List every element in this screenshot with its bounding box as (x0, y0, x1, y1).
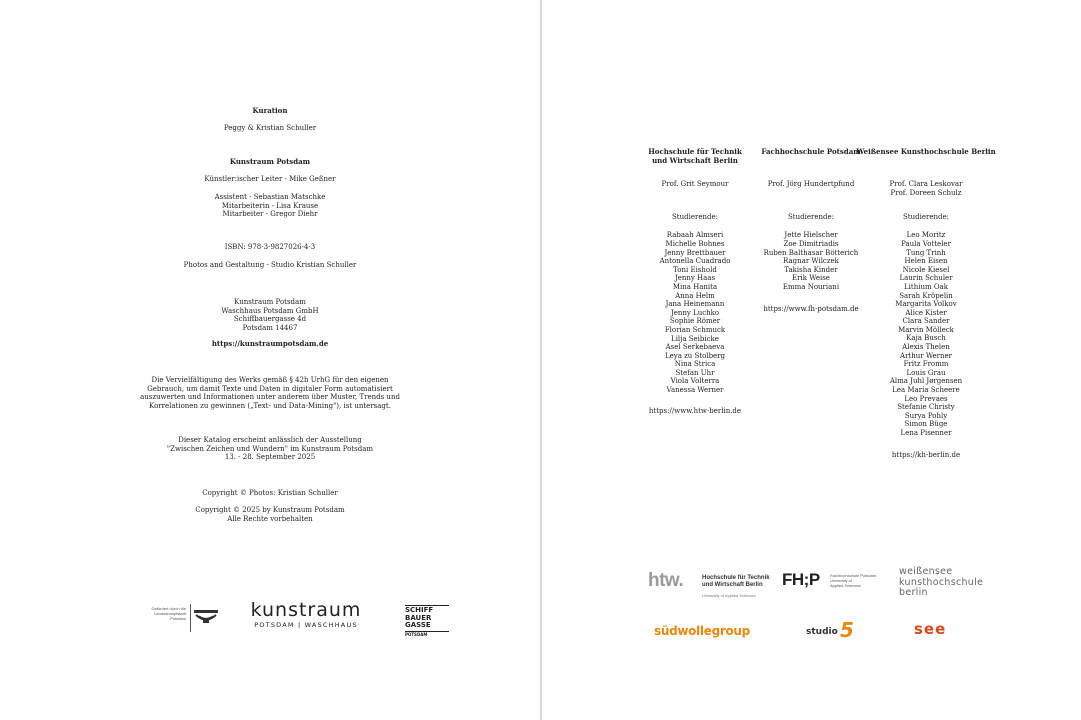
kunstraum-subtitle: POTSDAM | WASCHHAUS (254, 621, 358, 629)
address-line: Schiffbauergasse 4d (233, 315, 307, 324)
schiffbauer-sub: POTSDAM (405, 631, 428, 637)
studio5-logo (806, 618, 866, 642)
student-name: Leya zu Stolberg (664, 351, 726, 360)
weissensee-line: weißensee (899, 566, 953, 577)
student-name: Toni Eishold (673, 265, 717, 274)
student-name: Nina Strica (674, 360, 716, 369)
schiffbauer-line: GASSE (405, 621, 431, 629)
studio5-number: 5 (840, 618, 854, 642)
address-line: Kunstraum Potsdam (234, 298, 306, 306)
student-name: Viola Volterra (670, 377, 720, 386)
address-line: Waschhaus Potsdam GmbH (221, 306, 319, 315)
weissensee-logo (899, 567, 989, 603)
artistic-director: Künstler:ischer Leiter - Mike Geßner (204, 175, 336, 183)
staff-line: Mitarbeiter - Gregor Diehr (222, 210, 318, 219)
fhp-url[interactable]: https://www.fh-potsdam.de (763, 304, 859, 313)
student-name: Helen Eisen (904, 257, 948, 266)
copyright-line: Copyright © 2025 by Kunstraum Potsdam (195, 506, 345, 514)
student-name: Jette Hielscher (784, 231, 838, 240)
student-name: Ragnar Wilczek (783, 257, 839, 266)
student-name: Michelle Bohnes (665, 239, 725, 248)
fhp-text-line: Fachhochschule Potsdam (830, 573, 877, 578)
student-name: Jenny Haas (674, 274, 716, 283)
right-page (542, 0, 1081, 720)
student-name: Paula Votteler (901, 239, 951, 248)
sponsor-text-line: Landeshauptstadt (154, 611, 186, 616)
student-name: Jana Heinemann (665, 300, 725, 309)
heading-line: Weißensee Kunsthochschule Berlin (856, 147, 996, 156)
student-name: Asel Serkebaeva (665, 343, 725, 352)
see-logo: see (914, 620, 947, 638)
legal-line: Korrelationen zu gewinnen („Text- und Data-Mining"), ist untersagt. (149, 401, 391, 410)
weissensee-column (841, 148, 1011, 459)
student-name: Arthur Werner (900, 351, 952, 360)
student-name: Simon Büge (904, 420, 948, 429)
exhibition-text (0, 436, 540, 462)
student-name: Emma Nouriani (782, 282, 840, 291)
weissensee-line: kunsthochschule (899, 576, 984, 588)
studio5-word: studio (806, 627, 838, 637)
student-name: Sophie Römer (669, 317, 721, 326)
column-heading (841, 148, 1011, 157)
address-block (0, 298, 540, 332)
copyright-photos: Copyright © Photos: Kristian Schuller (202, 489, 338, 497)
exhibition-line: Dieser Katalog erscheint anlässlich der Ausstellung (178, 436, 362, 444)
copyright-block (0, 506, 540, 523)
students-label: Studierende: (788, 212, 834, 221)
professor: Prof. Jörg Hundertpfund (767, 180, 855, 189)
student-name: Jenny Luchko (670, 308, 720, 317)
professor: Prof. Grit Seymour (661, 180, 729, 189)
potsdam-sponsor-logo (148, 606, 220, 634)
student-name: Alice Kister (905, 308, 947, 317)
student-name: Zoe Dimitriadis (783, 239, 839, 248)
student-list (841, 231, 1011, 437)
heading-line: Hochschule für Technik (648, 147, 742, 156)
fhp-logo (782, 570, 902, 600)
schiffbauer-line: BAUER (405, 613, 432, 622)
student-name: Erik Weise (792, 274, 830, 283)
student-name: Vanessa Werner (666, 386, 724, 395)
htw-text-line: und Wirtschaft Berlin (702, 582, 763, 588)
kuration-names: Peggy & Kristian Schuller (223, 124, 317, 132)
student-name: Ruben Balthasar Bötterich (763, 248, 859, 257)
heading-line: und Wirtschaft Berlin (652, 155, 738, 165)
exhibition-line: "Zwischen Zeichen und Wundern" im Kunstraum Potsdam (166, 444, 374, 453)
htw-text-line: Hochschule für Technik (702, 575, 770, 581)
htw-logo (648, 570, 778, 603)
student-name: Florian Schmuck (664, 325, 726, 334)
student-name: Mina Hanita (672, 282, 718, 291)
legal-text (0, 376, 540, 410)
htw-sub: University of Applied Sciences (702, 593, 756, 598)
student-name: Jenny Brettbauer (664, 248, 726, 257)
potsdam-crest-icon (193, 608, 219, 626)
professor-list (841, 180, 1011, 197)
sponsor-text-line: Potsdam (170, 616, 186, 621)
htw-url[interactable]: https://www.htw-berlin.de (648, 406, 742, 415)
photo-credit: Photos and Gestaltung - Studio Kristian Schuller (183, 261, 357, 269)
legal-line: Gebrauch, um damit Texte und Daten in digitaler Form automatisiert (147, 384, 393, 393)
kunstraum-logo (250, 600, 362, 636)
staff-list (0, 193, 540, 219)
weissensee-line: berlin (899, 587, 928, 598)
suedwolle-logo: südwollegroup (654, 624, 750, 638)
left-page (0, 0, 540, 720)
student-name: Alma Juhl Jørgensen (889, 377, 963, 386)
professor: Prof. Doreen Schulz (890, 188, 962, 197)
student-name: Nicole Kiesel (902, 265, 950, 274)
weissensee-url[interactable]: https://kh-berlin.de (891, 450, 961, 459)
student-name: Marvin Mölleck (898, 325, 954, 334)
student-name: Lithium Oak (904, 282, 948, 291)
legal-line: auszuwerten und Informationen unter anderem über Muster, Trends und (140, 393, 400, 402)
student-name: Leo Moritz (906, 231, 946, 240)
website-link[interactable]: https://kunstraumpotsdam.de (211, 339, 329, 348)
student-name: Sarah Kröpelin (899, 291, 953, 300)
exhibition-line: 13. - 28. September 2025 (224, 453, 316, 462)
student-name: Kaja Busch (906, 334, 946, 343)
student-name: Margarita Volkov (895, 300, 957, 309)
address-line: Potsdam 14467 (242, 323, 298, 332)
schiffbauer-line: SCHIFF (405, 606, 434, 614)
fhp-text-line: Applied Sciences (830, 583, 861, 588)
student-name: Alexis Thelen (902, 343, 950, 352)
student-name: Lena Pisenner (900, 429, 952, 438)
student-name: Lea Maria Scheere (892, 386, 960, 395)
student-name: Tung Trinh (906, 248, 946, 257)
fhp-text-line: University of (830, 578, 853, 583)
professor: Prof. Clara Leskovar (889, 180, 963, 189)
isbn: ISBN: 978-3-9827026-4-3 (224, 243, 316, 251)
legal-line: Die Vervielfältigung des Werks gemäß § 42h UrhG für den eigenen (151, 376, 389, 384)
student-name: Stefanie Christy (897, 403, 955, 412)
student-name: Antonella Cuadrado (659, 257, 731, 266)
kuration-heading: Kuration (252, 106, 288, 115)
staff-line: Assistent - Sebastian Matschke (214, 193, 326, 201)
staff-line: Mitarbeiterin - Lisa Krause (221, 201, 319, 210)
student-name: Takisha Kinder (784, 265, 838, 274)
student-name: Lilja Seibicke (671, 334, 719, 343)
student-name: Anna Helm (675, 291, 715, 300)
kunstraum-heading: Kunstraum Potsdam (229, 157, 311, 166)
student-name: Louis Grau (906, 368, 946, 377)
student-name: Laurin Schuler (899, 274, 953, 283)
student-name: Stefan Uhr (675, 368, 715, 377)
student-name: Clara Sander (902, 317, 950, 326)
students-label: Studierende: (672, 212, 718, 221)
htw-mark: htw. (648, 570, 684, 591)
heading-line: Fachhochschule Potsdam (761, 147, 861, 156)
student-name: Rabaah Almseri (666, 231, 724, 240)
schiffbauergasse-logo (405, 605, 451, 641)
students-label: Studierende: (903, 212, 949, 221)
fhp-mark: FH;P (782, 570, 820, 589)
sponsor-text-line: Gefördert durch die (151, 606, 186, 611)
kunstraum-wordmark: kunstraum (250, 599, 362, 621)
student-name: Leo Prevaes (904, 394, 948, 403)
student-name: Surya Pohly (904, 411, 948, 420)
student-name: Fritz Fromm (903, 360, 949, 369)
copyright-line: Alle Rechte vorbehalten (227, 514, 313, 523)
